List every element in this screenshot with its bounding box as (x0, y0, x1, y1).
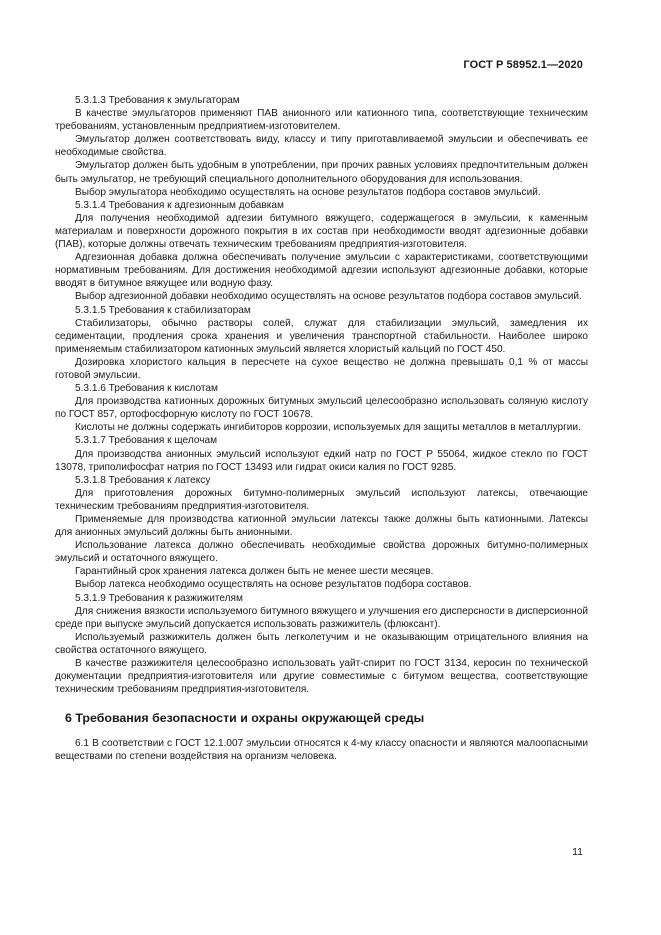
paragraph: Кислоты не должны содержать ингибиторов коррозии, используемых для защиты металлов в металлургии. (75, 422, 581, 434)
paragraph: Применяемые для производства катионной эмульсии латексы также должны быть катионными. Латексы для анионных эмульсий должны быть анионными. (55, 514, 588, 539)
paragraph: Выбор адгезионной добавки необходимо осуществлять на основе результатов подбора составов эмульсий. (75, 291, 582, 303)
clause-heading: 5.3.1.3 Требования к эмульгаторам (75, 95, 240, 106)
paragraph: Для производства катионных дорожных битумных эмульсий целесообразно использовать соляную кислоту по ГОСТ 857, ортофосфорную кислоту по ГОСТ 10678. (55, 396, 588, 421)
paragraph: Стабилизаторы, обычно растворы солей, служат для стабилизации эмульсий, замедления их седиментации, продления срока хранения и увеличения транспортной стабильности. Наиболее широко применяемым стабилизатором катионных эмульсий является хлористый кальций по ГОСТ 450. (55, 317, 588, 355)
clause-heading: 5.3.1.5 Требования к стабилизаторам (75, 304, 251, 316)
paragraph: Адгезионная добавка должна обеспечивать получение эмульсии с характеристиками, соответствующими нормативным требованиям. Для достижения необходимой адгезии используют адгезионные добавки, которые вводят в битумное вяжущее или водную фазу. (55, 252, 588, 290)
paragraph: Выбор латекса необходимо осуществлять на основе результатов подбора составов. (75, 579, 472, 591)
clause-heading: 5.3.1.4 Требования к адгезионным добавкам (75, 199, 284, 211)
paragraph: Эмульгатор должен быть удобным в употреблении, при прочих равных условиях предпочтительным должен быть эмульгатор, не требующий специального дополнительного оборудования для использования. (55, 160, 588, 185)
paragraph: Для снижения вязкости используемого битумного вяжущего и улучшения его дисперсности в дисперсионной среде при выпуске эмульсий допускается использовать разжижитель (флюксант). (55, 605, 588, 630)
clause-heading: 5.3.1.9 Требования к разжижителям (75, 592, 243, 604)
paragraph: Выбор эмульгатора необходимо осуществлять на основе результатов подбора составов эмульсий. (75, 186, 541, 198)
clause-heading: 5.3.1.7 Требования к щелочам (75, 435, 218, 447)
paragraph: Использование латекса должно обеспечивать необходимые свойства дорожных битумно-полимерных эмульсий и остаточного вяжущего. (55, 540, 588, 565)
section-heading: 6 Требования безопасности и охраны окружающей среды (65, 711, 425, 726)
paragraph: 6.1 В соответствии с ГОСТ 12.1.007 эмульсии относятся к 4-му классу опасности и являются малоопасными веществами по степени воздействия на организм человека. (55, 738, 588, 763)
paragraph: В качестве разжижителя целесообразно использовать уайт-спирит по ГОСТ 3134, керосин по технической документации предприятия-изготовителя или другие совместимые с битумом вещества, соответствующие техническим требованиям предприятия-изготовителя. (55, 658, 588, 696)
paragraph: Для приготовления дорожных битумно-полимерных эмульсий используют латексы, отвечающие техническим требованиям предприятия-изготовителя. (55, 487, 588, 512)
paragraph: Для производства анионных эмульсий используют едкий натр по ГОСТ Р 55064, жидкое стекло по ГОСТ 13078, триполифосфат натрия по ГОСТ 13493 или гидрат окиси калия по ГОСТ 9285. (55, 448, 588, 473)
paragraph: Используемый разжижитель должен быть легколетучим и не оказывающим отрицательного влияния на свойства остаточного вяжущего. (55, 631, 588, 656)
paragraph: Дозировка хлористого кальция в пересчете на сухое вещество не должна превышать 0,1 % от массы готовой эмульсии. (55, 356, 588, 381)
document-number: ГОСТ Р 58952.1—2020 (463, 59, 583, 71)
paragraph: Для получения необходимой адгезии битумного вяжущего, содержащегося в эмульсии, к каменным материалам и поверхности дорожного покрытия в их состав при необходимости вводят адгезионные добавки (ПАВ), которые должны отвечать техническим требованиям предприятия-изготовителя. (55, 212, 588, 251)
paragraph: Гарантийный срок хранения латекса должен быть не менее шести месяцев. (75, 566, 434, 578)
body-text (55, 94, 588, 764)
clause-heading: 5.3.1.8 Требования к латексу (75, 474, 211, 486)
paragraph: В качестве эмульгаторов применяют ПАВ анионного или катионного типа, соответствующие техническим требованиям, установленным предприятием-изготовителем. (55, 108, 588, 133)
clause-heading: 5.3.1.6 Требования к кислотам (75, 383, 218, 395)
page-number: 11 (572, 846, 583, 858)
paragraph: Эмульгатор должен соответствовать виду, классу и типу приготавливаемой эмульсии и обеспечивать ее необходимые свойства. (55, 134, 588, 159)
